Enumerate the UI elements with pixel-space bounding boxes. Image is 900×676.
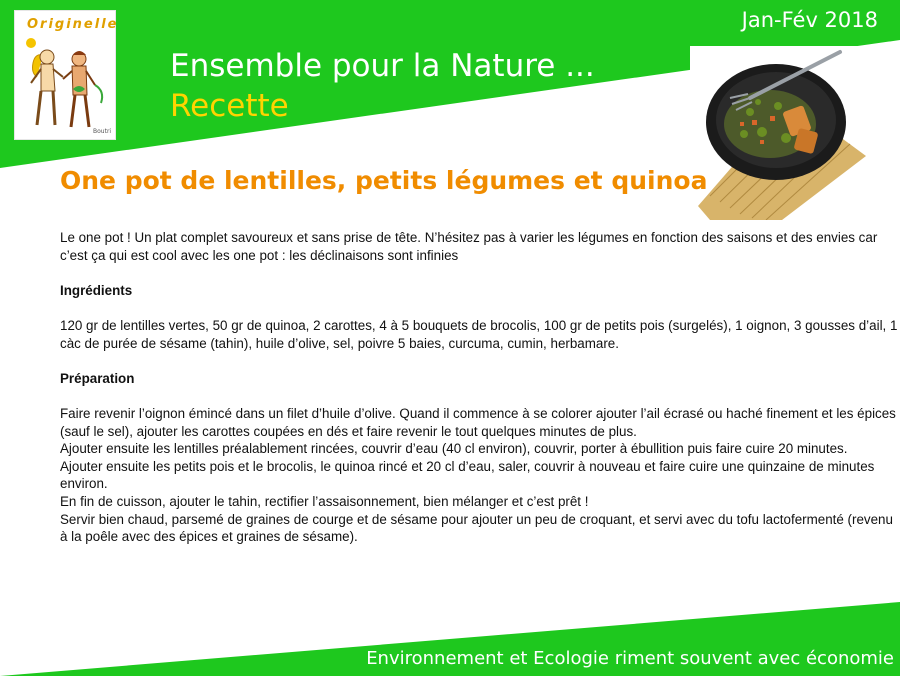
dish-photo <box>690 46 866 220</box>
preparation-steps <box>60 405 898 546</box>
ingredients-list: 120 gr de lentilles vertes, 50 gr de quinoa, 2 carottes, 4 à 5 bouquets de brocolis, 100 gr de petits pois (surgelés), 1 oignon, 3 gousses d’ail, 1 càc de purée de sésame (tahin), huile d’olive, sel, poivre 5 baies, curcuma, cumin, herbamare. <box>60 317 898 351</box>
preparation-step: Ajouter ensuite les lentilles préalablement rincées, couvrir d’eau (40 cl environ), couvrir, porter à ébullition puis faire cuire 20 minutes. <box>60 441 848 457</box>
footer-slogan: Environnement et Ecologie riment souvent avec économie <box>366 648 894 669</box>
recipe-intro: Le one pot ! Un plat complet savoureux et sans prise de tête. N’hésitez pas à varier les légumes en fonction des saisons et des envies car c’est ça qui est cool avec les one pot : les déclinaisons sont infinies <box>60 230 878 263</box>
issue-date: Jan-Fév 2018 <box>741 8 878 32</box>
logo-illustration <box>19 33 111 137</box>
preparation-step: Faire revenir l’oignon émincé dans un filet d’huile d’olive. Quand il commence à se colorer ajouter l’ail écrasé ou haché finement et les épices (sauf le sel), ajouter les carottes coupées en dés et faire revenir le tout quelques minutes de plus. <box>60 405 896 439</box>
header-title: Ensemble pour la Nature ... <box>170 48 595 84</box>
logo-signature: Boutri <box>93 128 111 135</box>
ingredients-heading: Ingrédients <box>60 282 133 298</box>
logo-wordmark: Originelle <box>27 17 119 32</box>
originelle-logo <box>14 10 119 140</box>
recipe-title: One pot de lentilles, petits légumes et quinoa <box>60 166 708 195</box>
preparation-step: Servir bien chaud, parsemé de graines de courge et de sésame pour ajouter un peu de croquant, et servi avec du tofu lactofermenté (revenu à la poêle avec des épices et graines de sésame). <box>60 511 893 545</box>
recipe-body <box>60 229 898 546</box>
header-subtitle: Recette <box>170 88 289 124</box>
preparation-step: En fin de cuisson, ajouter le tahin, rectifier l’assaisonnement, bien mélanger et c’est prêt ! <box>60 493 589 509</box>
preparation-heading: Préparation <box>60 370 135 386</box>
preparation-step: Ajouter ensuite les petits pois et le brocolis, le quinoa rincé et 20 cl d’eau, saler, couvrir à nouveau et faire cuire une quinzaine de minutes environ. <box>60 458 875 492</box>
